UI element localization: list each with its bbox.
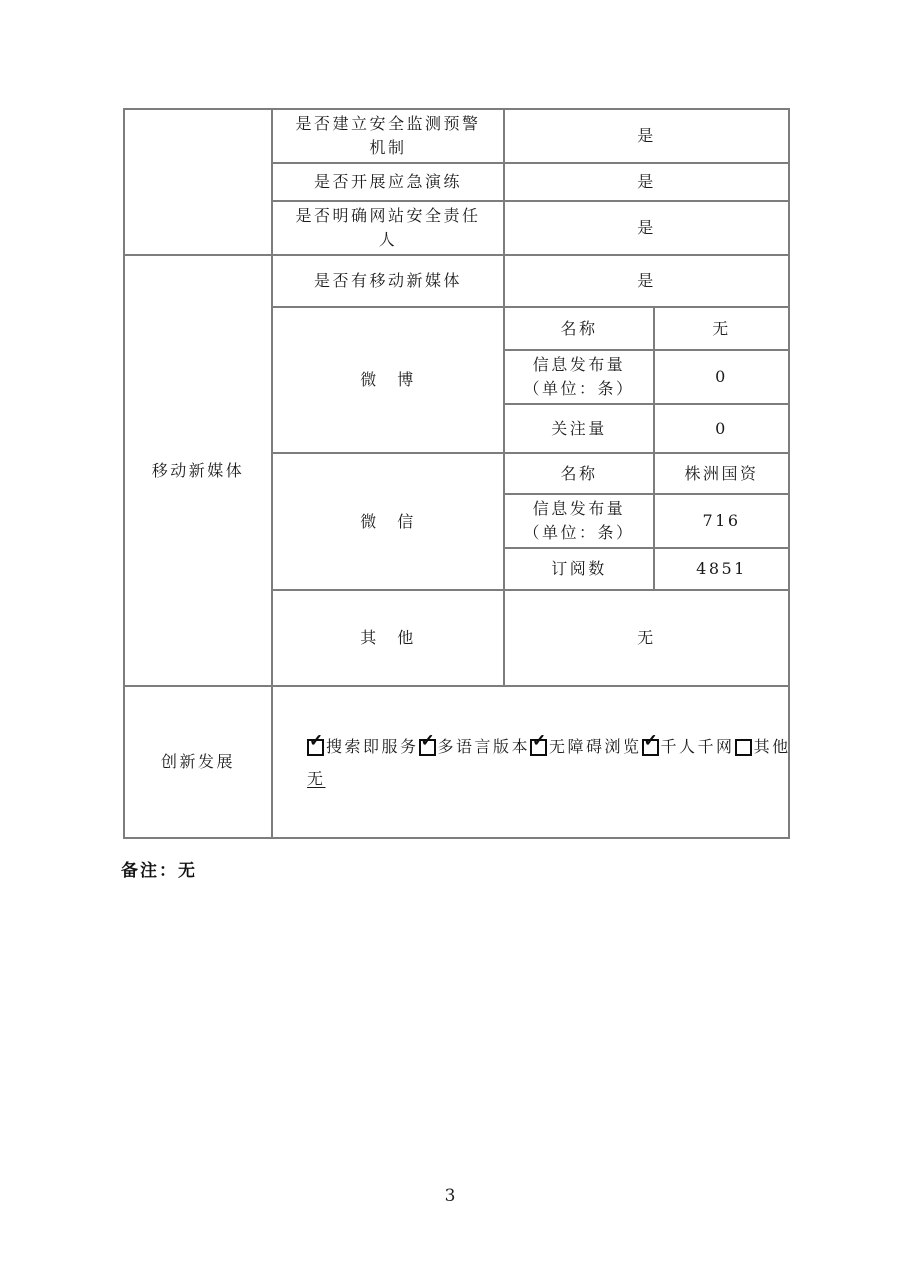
unchecked-checkbox-icon	[735, 739, 752, 756]
answer-cell	[504, 255, 789, 307]
answer-cell	[504, 163, 789, 201]
weibo-label-text: 微 博	[360, 370, 416, 389]
question-text: 是否明确网站安全责任人	[295, 206, 481, 249]
wechat-label-text: 微 信	[360, 511, 416, 531]
value-cell	[654, 307, 789, 350]
answer-text: 是	[637, 172, 656, 191]
note-label: 备注：	[121, 861, 178, 881]
table-row	[124, 109, 789, 163]
value-cell	[654, 350, 789, 404]
value-cell	[654, 494, 789, 548]
field-text: 关注量	[551, 418, 607, 438]
value-text: 无	[712, 318, 731, 338]
innovation-option	[642, 732, 735, 762]
value-text: 株洲国资	[684, 463, 759, 483]
field-text: 信息发布量	[532, 355, 626, 374]
value-text: 0	[715, 367, 728, 386]
field-cell	[504, 307, 654, 350]
field-cell	[504, 494, 654, 548]
field-text: （单位：条）	[523, 379, 635, 398]
question-cell	[272, 109, 504, 163]
question-text: 是否有移动新媒体	[313, 271, 462, 290]
value-cell	[654, 404, 789, 453]
innovation-other-value: 无	[307, 768, 326, 788]
note-value: 无	[178, 861, 197, 881]
innovation-option	[530, 732, 642, 762]
question-text: 是否开展应急演练	[313, 172, 462, 191]
question-text: 机制	[369, 138, 407, 157]
other-label-cell	[272, 590, 504, 686]
innovation-option	[307, 732, 419, 762]
field-cell	[504, 404, 654, 453]
answer-text: 是	[637, 126, 656, 145]
check-mark-icon: ✓	[643, 730, 658, 751]
section-label-text: 创新发展	[160, 752, 235, 771]
other-value-cell	[504, 590, 789, 686]
field-text: （单位：条）	[523, 523, 635, 542]
question-cell	[272, 255, 504, 307]
table-row	[124, 686, 789, 838]
weibo-label-cell	[272, 307, 504, 453]
value-text: 716	[702, 511, 741, 530]
other-label-text: 其 他	[360, 628, 416, 647]
field-cell	[504, 350, 654, 404]
answer-text: 是	[637, 271, 656, 290]
field-text: 信息发布量	[532, 499, 626, 518]
innovation-option	[735, 732, 791, 762]
table-row	[124, 255, 789, 307]
innovation-option-label: 其他	[753, 737, 791, 757]
question-cell	[272, 201, 504, 255]
innovation-option-label: 搜索即服务	[326, 737, 419, 757]
section-label-text: 移动新媒体	[151, 460, 245, 480]
other-value-text: 无	[637, 628, 656, 647]
field-text: 订阅数	[551, 559, 607, 578]
field-cell	[504, 453, 654, 494]
question-cell	[272, 163, 504, 201]
value-text: 4851	[696, 559, 747, 578]
field-text: 名称	[560, 463, 598, 483]
section-label-mobile-media	[124, 255, 272, 686]
note-line	[121, 856, 197, 881]
innovation-content-cell	[272, 686, 789, 838]
page-number: 3	[444, 1186, 456, 1206]
section-label-cell-empty	[124, 109, 272, 255]
check-mark-icon: ✓	[309, 730, 324, 751]
checked-checkbox-icon	[307, 730, 324, 756]
annual-report-table	[123, 108, 790, 839]
value-cell	[654, 548, 789, 590]
answer-text: 是	[637, 218, 656, 237]
section-label-innovation	[124, 686, 272, 838]
value-text: 0	[715, 418, 728, 438]
innovation-options	[307, 730, 791, 766]
checked-checkbox-icon	[530, 730, 547, 756]
innovation-option	[419, 732, 531, 762]
check-mark-icon: ✓	[532, 730, 547, 751]
check-mark-icon: ✓	[420, 730, 435, 751]
checked-checkbox-icon	[419, 730, 436, 756]
question-text: 是否建立安全监测预警	[295, 114, 481, 133]
checked-checkbox-icon	[642, 730, 659, 756]
field-cell	[504, 548, 654, 590]
value-cell	[654, 453, 789, 494]
innovation-option-label: 多语言版本	[437, 737, 531, 757]
answer-cell	[504, 109, 789, 163]
innovation-option-label: 千人千网	[660, 737, 735, 757]
field-text: 名称	[560, 318, 598, 338]
innovation-option-label: 无障碍浏览	[549, 737, 642, 757]
wechat-label-cell	[272, 453, 504, 590]
answer-cell	[504, 201, 789, 255]
